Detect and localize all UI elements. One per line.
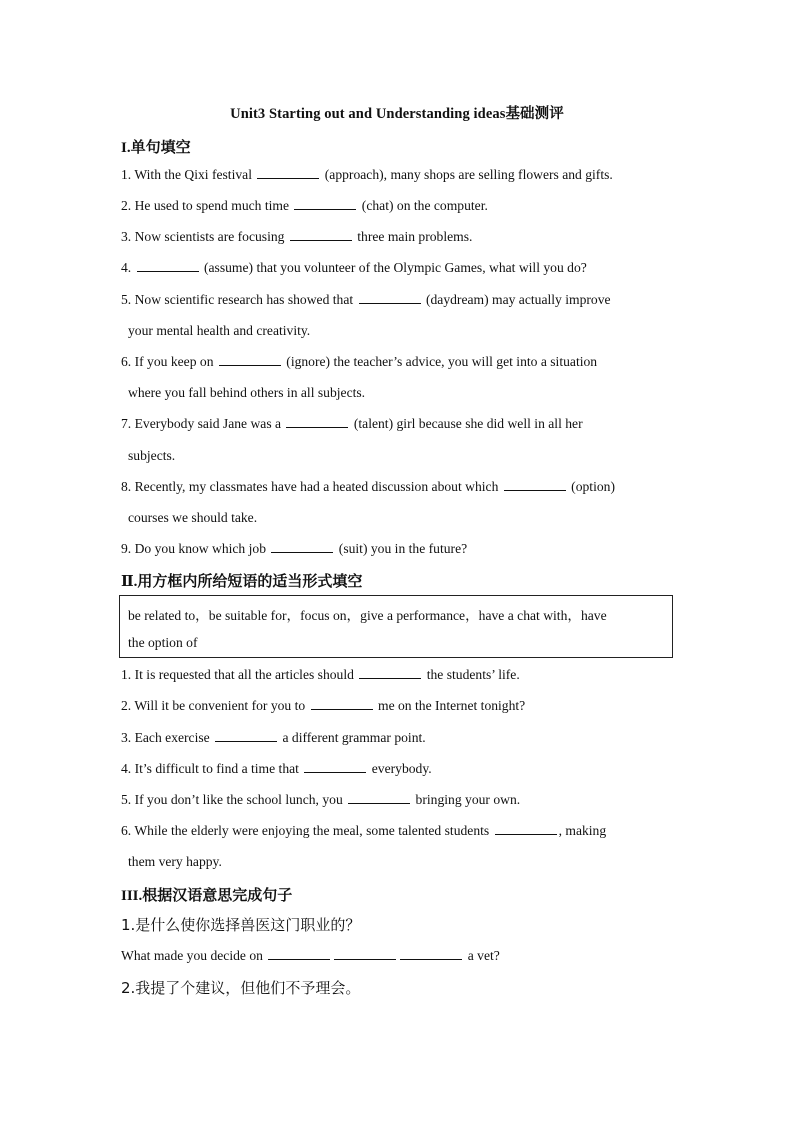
s2-question-5: 5. If you don’t like the school lunch, you bringing your own. [121,792,521,807]
s2-question-3: 3. Each exercise a different grammar point. [121,730,426,745]
answer-blank[interactable] [286,415,348,428]
phrase-box [119,595,673,658]
s1-question-8-continued: courses we should take. [128,510,258,525]
s1-question-6-continued: where you fall behind others in all subjects. [128,385,366,400]
answer-blank[interactable] [348,791,410,804]
answer-blank[interactable] [215,729,277,742]
answer-blank[interactable] [290,228,352,241]
s1-question-5: 5. Now scientific research has showed that (daydream) may actually improve [121,292,611,307]
s1-question-4: 4. (assume) that you volunteer of the Olympic Games, what will you do? [121,260,587,275]
s2-question-6-continued: them very happy. [128,854,222,869]
answer-blank[interactable] [304,760,366,773]
s1-question-3: 3. Now scientists are focusing three main problems. [121,229,473,244]
s2-question-2: 2. Will it be convenient for you to me on the Internet tonight? [121,698,526,713]
answer-blank[interactable] [495,822,557,835]
section-1-heading: I.单句填空 [121,140,191,156]
s1-question-2: 2. He used to spend much time (chat) on the computer. [121,198,488,213]
answer-blank[interactable] [311,697,373,710]
answer-blank[interactable] [257,166,319,179]
answer-blank[interactable] [359,666,421,679]
answer-blank[interactable] [334,947,396,960]
answer-blank[interactable] [294,197,356,210]
s2-question-4: 4. It’s difficult to find a time that everybody. [121,761,432,776]
answer-blank[interactable] [271,540,333,553]
s1-question-7: 7. Everybody said Jane was a (talent) girl because she did well in all her [121,416,583,431]
s3-question-1-english: What made you decide on a vet? [121,948,500,963]
phrase-box-line-1: be related to，be suitable for，focus on，give a performance，have a chat with，have [128,608,607,623]
s3-question-2-chinese: 2.我提了个建议，但他们不予理会。 [121,979,361,997]
s1-question-5-continued: your mental health and creativity. [128,323,311,338]
s1-question-9: 9. Do you know which job (suit) you in the future? [121,541,468,556]
answer-blank[interactable] [137,259,199,272]
answer-blank[interactable] [400,947,462,960]
answer-blank[interactable] [359,291,421,304]
s2-question-6: 6. While the elderly were enjoying the meal, some talented students , making [121,823,607,838]
phrase-box-line-2: the option of [128,635,198,650]
s1-question-6: 6. If you keep on (ignore) the teacher’s advice, you will get into a situation [121,354,598,369]
s3-question-1-chinese: 1.是什么使你选择兽医这门职业的？ [121,916,361,934]
s2-question-1: 1. It is requested that all the articles should the students’ life. [121,667,520,682]
s1-question-1: 1. With the Qixi festival (approach), many shops are selling flowers and gifts. [121,167,613,182]
page-title: Unit3 Starting out and Understanding ideas基础测评 [230,106,564,122]
s1-question-8: 8. Recently, my classmates have had a heated discussion about which (option) [121,479,615,494]
section-3-heading: III.根据汉语意思完成句子 [121,888,293,904]
answer-blank[interactable] [268,947,330,960]
s1-question-7-continued: subjects. [128,448,176,463]
section-2-heading: Ⅱ.用方框内所给短语的适当形式填空 [121,574,363,590]
answer-blank[interactable] [504,478,566,491]
answer-blank[interactable] [219,353,281,366]
